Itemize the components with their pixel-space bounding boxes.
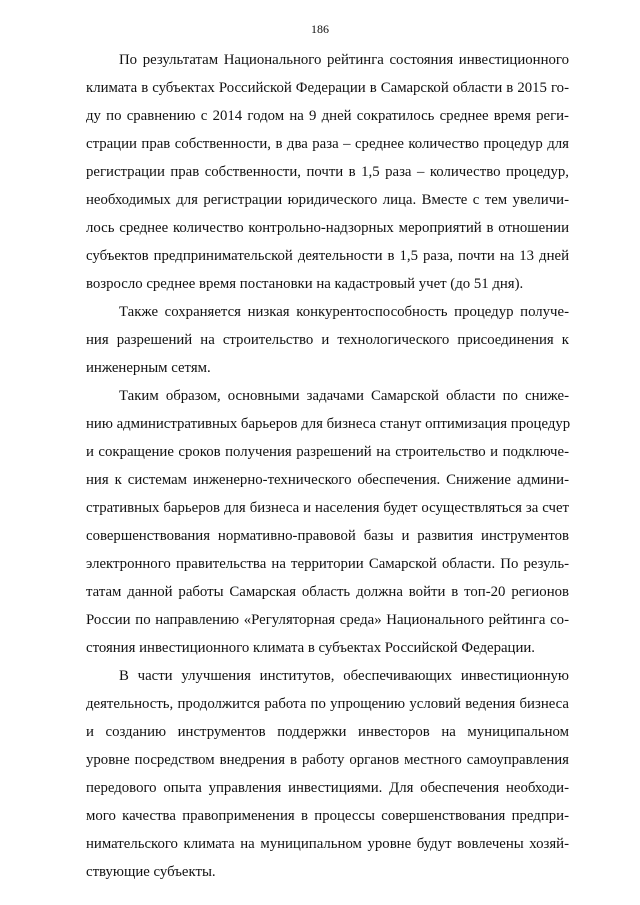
text-line: регистрации прав собственности, почти в 1,5 раза – количество процедур, — [86, 164, 569, 180]
text-line: климата в субъектах Российской Федерации в Самарской области в 2015 го- — [86, 80, 569, 96]
paragraph-4 — [86, 662, 569, 886]
text-line: лось среднее количество контрольно-надзорных мероприятий в отношении — [86, 220, 569, 236]
text-line: страции прав собственности, в два раза – среднее количество процедур для — [86, 136, 569, 152]
text-line: мого качества правоприменения в процессы совершенствования предпри- — [86, 808, 569, 824]
paragraph-3 — [86, 382, 569, 662]
text-line: нимательского климата на муниципальном уровне будут вовлечены хозяй- — [86, 836, 569, 852]
text-line: уровне посредством внедрения в работу органов местного самоуправления — [86, 752, 569, 768]
text-line: стративных барьеров для бизнеса и населения будет осуществляться за счет — [86, 500, 569, 516]
text-line: ния разрешений на строительство и технологического присоединения к — [86, 332, 569, 348]
text-line: инженерным сетям. — [86, 360, 211, 376]
text-line: ствующие субъекты. — [86, 864, 216, 880]
paragraph-2 — [86, 298, 569, 382]
text-line: и сокращение сроков получения разрешений на строительство и подключе- — [86, 444, 569, 460]
text-line: Также сохраняется низкая конкурентоспособность процедур получе- — [119, 304, 569, 320]
text-line: нию административных барьеров для бизнеса станут оптимизация процедур — [86, 416, 571, 432]
text-line: Таким образом, основными задачами Самарской области по сниже- — [119, 388, 569, 404]
text-line: деятельность, продолжится работа по упрощению условий ведения бизнеса — [86, 696, 569, 712]
text-line: ния к системам инженерно-технического обеспечения. Снижение админи- — [86, 472, 569, 488]
text-line: возросло среднее время постановки на кадастровый учет (до 51 дня). — [86, 276, 524, 292]
text-line: России по направлению «Регуляторная среда» Национального рейтинга со- — [86, 612, 569, 628]
text-line: и созданию инструментов поддержки инвесторов на муниципальном — [86, 724, 569, 740]
text-line: ду по сравнению с 2014 годом на 9 дней сократилось среднее время реги- — [86, 108, 569, 124]
text-line: татам данной работы Самарская область должна войти в топ-20 регионов — [86, 584, 569, 600]
text-line: стояния инвестиционного климата в субъектах Российской Федерации. — [86, 640, 535, 656]
text-line: субъектов предпринимательской деятельности в 1,5 раза, почти на 13 дней — [86, 248, 569, 264]
text-line: электронного правительства на территории Самарской области. По резуль- — [86, 556, 569, 572]
text-line: необходимых для регистрации юридического лица. Вместе с тем увеличи- — [86, 192, 569, 208]
text-line: совершенствования нормативно-правовой базы и развития инструментов — [86, 528, 569, 544]
text-line: передового опыта управления инвестициями. Для обеспечения необходи- — [86, 780, 569, 796]
text-line: По результатам Национального рейтинга состояния инвестиционного — [119, 52, 569, 68]
document-body — [86, 46, 569, 886]
paragraph-1 — [86, 46, 569, 298]
text-line: В части улучшения институтов, обеспечивающих инвестиционную — [119, 668, 569, 684]
page-number: 186 — [311, 22, 329, 36]
